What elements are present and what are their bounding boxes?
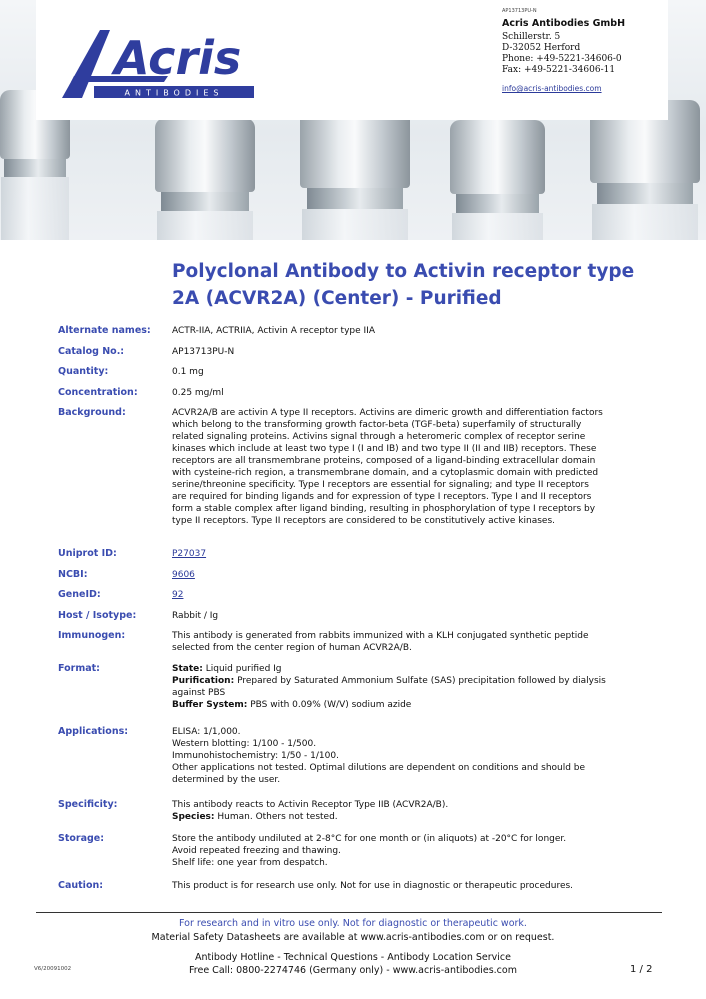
immunogen-line: This antibody is generated from rabbits immunized with a KLH conjugated synthetic peptide xyxy=(172,631,589,641)
value-caution: This product is for research use only. Not for use in diagnostic or therapeutic procedures. xyxy=(172,881,574,891)
label-quantity: Quantity: xyxy=(58,366,109,377)
background-line: which belong to the transforming growth factor-beta (TGF-beta) superfamily of structurally xyxy=(172,420,582,430)
title-line-1: Polyclonal Antibody to Activin receptor type xyxy=(172,261,635,282)
background-line: related signaling proteins. Activins signal through a heteromeric complex of receptor serine xyxy=(172,432,586,442)
state-label: State: xyxy=(172,664,203,674)
buffer-value: PBS with 0.09% (W/V) sodium azide xyxy=(250,700,412,710)
buffer-label: Buffer System: xyxy=(172,700,248,710)
vial-image xyxy=(300,110,410,240)
species-value: Human. Others not tested. xyxy=(217,812,338,822)
label-catalog: Catalog No.: xyxy=(58,346,125,357)
title-line-2: 2A (ACVR2A) (Center) - Purified xyxy=(172,288,502,309)
product-title xyxy=(172,258,672,312)
address-line: Schillerstr. 5 xyxy=(502,32,561,42)
label-alternate-names: Alternate names: xyxy=(58,325,151,336)
footer-free-call: Free Call: 0800-2274746 (Germany only) - www.acris-antibodies.com xyxy=(189,965,517,976)
label-storage: Storage: xyxy=(58,833,105,844)
footer-msds-notice: Material Safety Datasheets are available at www.acris-antibodies.com or on request. xyxy=(151,932,555,943)
uniprot-link[interactable]: P27037 xyxy=(172,549,207,559)
address-line: D-32052 Herford xyxy=(502,43,581,53)
value-format xyxy=(172,663,664,711)
company-name: Acris Antibodies GmbH xyxy=(502,18,626,29)
page-number: 1 / 2 xyxy=(630,964,653,975)
vial-image xyxy=(155,118,255,240)
label-background: Background: xyxy=(58,407,126,418)
label-format: Format: xyxy=(58,663,100,674)
value-storage xyxy=(172,833,664,869)
doc-version: V6/20091002 xyxy=(34,966,72,972)
specificity-line: This antibody reacts to Activin Receptor Type IIB (ACVR2A/B). xyxy=(172,800,449,810)
header-card xyxy=(36,0,668,120)
value-immunogen xyxy=(172,630,664,654)
application-line: ELISA: 1/1,000. xyxy=(172,727,241,737)
value-applications xyxy=(172,726,664,786)
immunogen-line: selected from the center region of human ACVR2A/B. xyxy=(172,643,412,653)
value-background xyxy=(172,407,664,527)
geneid-link[interactable]: 92 xyxy=(172,590,184,600)
purification-value: Prepared by Saturated Ammonium Sulfate (SAS) precipitation followed by dialysis xyxy=(237,676,606,686)
logo-tagline: ANTIBODIES xyxy=(124,88,224,98)
label-concentration: Concentration: xyxy=(58,387,138,398)
label-caution: Caution: xyxy=(58,880,104,891)
background-line: serine/threonine specificity. Type I receptors are essential for signaling; and type II receptors xyxy=(172,480,589,490)
background-line: ACVR2A/B are activin A type II receptors. Activins are dimeric growth and differentiation factors xyxy=(172,408,603,418)
value-specificity xyxy=(172,799,664,823)
storage-line: Store the antibody undiluted at 2-8°C for one month or (in aliquots) at -20°C for longer. xyxy=(172,834,567,844)
vial-image xyxy=(590,100,700,240)
species-label: Species: xyxy=(172,812,215,822)
acris-logo xyxy=(56,24,256,108)
label-ncbi: NCBI: xyxy=(58,569,88,580)
label-uniprot: Uniprot ID: xyxy=(58,548,117,559)
purification-label: Purification: xyxy=(172,676,235,686)
footer-hotline: Antibody Hotline - Technical Questions - Antibody Location Service xyxy=(195,952,511,963)
label-host: Host / Isotype: xyxy=(58,610,137,621)
storage-line: Shelf life: one year from despatch. xyxy=(172,858,328,868)
purification-value-cont: against PBS xyxy=(172,688,226,698)
value-concentration: 0.25 mg/ml xyxy=(172,388,224,398)
label-applications: Applications: xyxy=(58,726,129,737)
storage-line: Avoid repeated freezing and thawing. xyxy=(172,846,341,856)
value-host: Rabbit / Ig xyxy=(172,611,219,621)
background-line: form a stable complex after ligand binding, resulting in phosphorylation of type I receptors by xyxy=(172,504,596,514)
application-line: Immunohistochemistry: 1/50 - 1/100. xyxy=(172,751,339,761)
application-line: Western blotting: 1/100 - 1/500. xyxy=(172,739,317,749)
header-banner xyxy=(0,0,706,240)
fax-line: Fax: +49-5221-34606-11 xyxy=(502,65,616,75)
email-link[interactable]: info@acris-antibodies.com xyxy=(502,84,602,93)
value-catalog: AP13713PU-N xyxy=(172,347,235,357)
application-line: determined by the user. xyxy=(172,775,281,785)
footer-divider xyxy=(36,912,662,913)
state-value: Liquid purified Ig xyxy=(205,664,282,674)
application-line: Other applications not tested. Optimal dilutions are dependent on conditions and should be xyxy=(172,763,586,773)
label-specificity: Specificity: xyxy=(58,799,118,810)
background-line: are required for binding ligands and for expression of type I receptors. Type I and II receptors xyxy=(172,492,592,502)
phone-line: Phone: +49-5221-34606-0 xyxy=(502,54,622,64)
background-line: receptors are all transmembrane proteins, composed of a ligand-binding extracellular domain xyxy=(172,456,596,466)
ncbi-link[interactable]: 9606 xyxy=(172,570,195,580)
background-line: with cysteine-rich region, a transmembrane domain, and a cytoplasmic domain with predicted xyxy=(172,468,599,478)
label-geneid: GeneID: xyxy=(58,589,101,600)
doc-id: AP13713PU-N xyxy=(502,8,537,14)
vial-image xyxy=(450,120,545,240)
label-immunogen: Immunogen: xyxy=(58,630,126,641)
value-quantity: 0.1 mg xyxy=(172,367,204,377)
footer-research-notice: For research and in vitro use only. Not for diagnostic or therapeutic work. xyxy=(179,918,527,929)
background-line: kinases which include at least two type I (I and IB) and two type II (II and IIB) receptors. These xyxy=(172,444,597,454)
logo-brand: Acris xyxy=(114,31,242,85)
company-address xyxy=(502,8,668,95)
value-alternate-names: ACTR-IIA, ACTRIIA, Activin A receptor type IIA xyxy=(172,326,375,336)
background-line: type II receptors. Type II receptors are considered to be constitutively active kinases. xyxy=(172,516,555,526)
